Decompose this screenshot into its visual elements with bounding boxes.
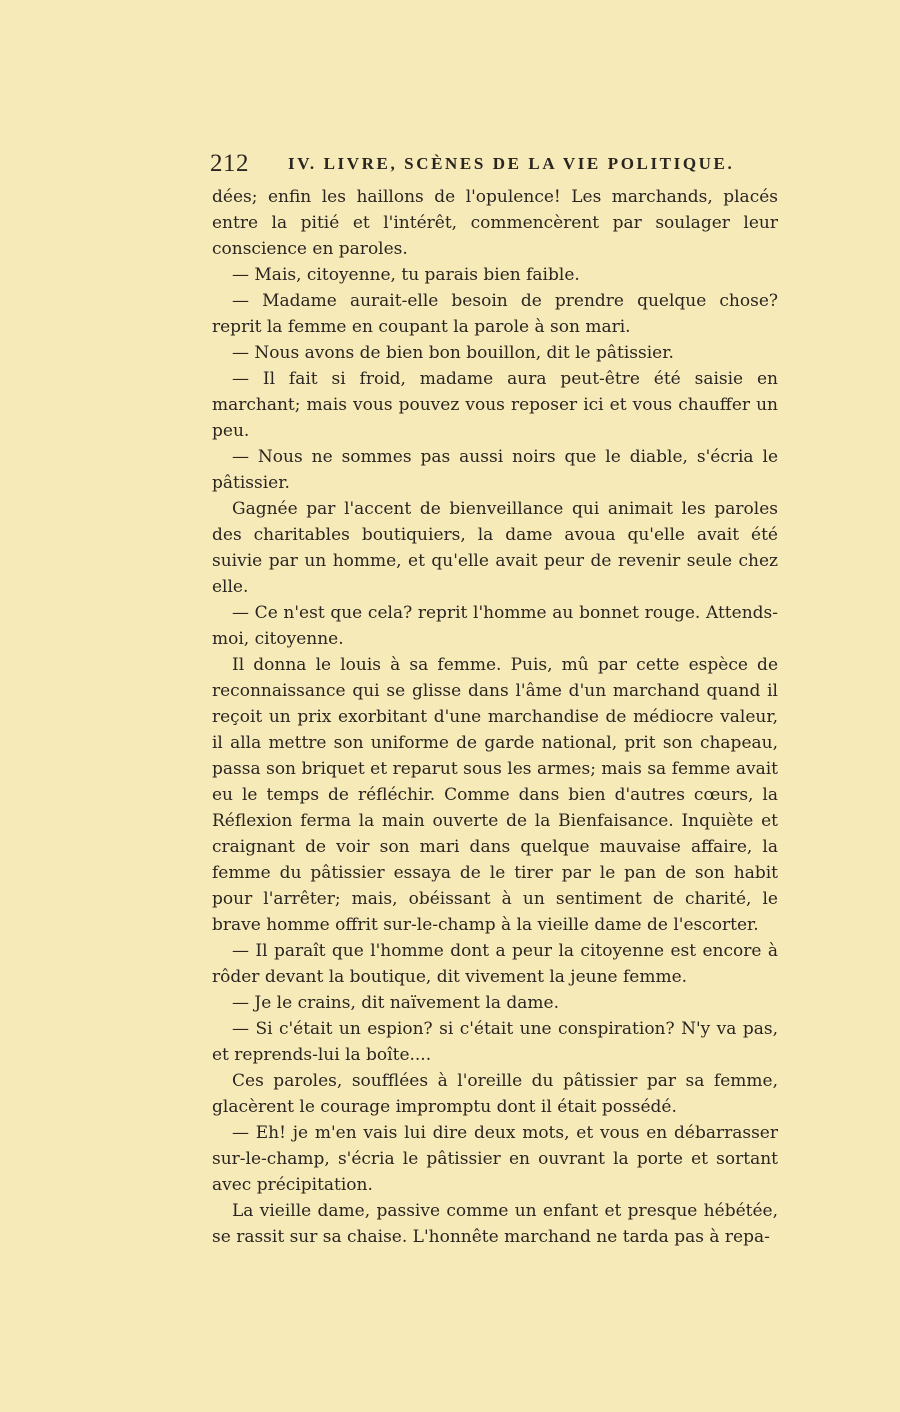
paragraph: — Nous ne sommes pas aussi noirs que le diable, s'écria le pâtissier. [212,447,778,493]
paragraph: — Si c'était un espion? si c'était une conspiration? N'y va pas, et reprends-lui la boîte.... [212,1019,778,1065]
paragraph: — Mais, citoyenne, tu parais bien faible. [232,265,580,285]
paragraph: — Eh! je m'en vais lui dire deux mots, et vous en débarrasser sur-le-champ, s'écria le pâtissier en ouvrant la porte et sortant avec précipitation. [212,1123,778,1195]
paragraph: La vieille dame, passive comme un enfant et presque hébétée, se rassit sur sa chaise. L'honnête marchand ne tarda pas à repa- [212,1201,778,1247]
paragraph: — Madame aurait-elle besoin de prendre quelque chose? reprit la femme en coupant la parole à son mari. [212,291,778,337]
paragraph: Il donna le louis à sa femme. Puis, mû par cette espèce de reconnaissance qui se glisse dans l'âme d'un marchand quand il reçoit un prix exorbitant d'une marchandise de médiocre valeur, il alla mettre son uniforme de garde national, prit son chapeau, passa son briquet et reparut sous les armes; mais sa femme avait eu le temps de réfléchir. Comme dans bien d'autres cœurs, la Réflexion ferma la main ouverte de la Bienfaisance. Inquiète et craignant de voir son mari dans quelque mauvaise affaire, la femme du pâtissier essaya de le tirer par le pan de son habit pour l'arrêter; mais, obéissant à un sentiment de charité, le brave homme offrit sur-le-champ à la vieille dame de l'escorter. [212,655,778,935]
page-number: 212 [210,150,249,177]
paragraph: dées; enfin les haillons de l'opulence! Les marchands, placés entre la pitié et l'intérêt, commencèrent par soulager leur conscience en paroles. [212,187,778,259]
paragraph: — Nous avons de bien bon bouillon, dit le pâtissier. [232,343,674,363]
paragraph: — Je le crains, dit naïvement la dame. [232,993,559,1013]
running-title: IV. LIVRE, SCÈNES DE LA VIE POLITIQUE. [288,154,735,173]
paragraph: — Il fait si froid, madame aura peut-être été saisie en marchant; mais vous pouvez vous reposer ici et vous chauffer un peu. [212,369,778,441]
paragraph: — Il paraît que l'homme dont a peur la citoyenne est encore à rôder devant la boutique, dit vivement la jeune femme. [212,941,778,987]
page-header [210,150,780,180]
paragraph: Gagnée par l'accent de bienveillance qui animait les paroles des charitables boutiquiers, la dame avoua qu'elle avait été suivie par un homme, et qu'elle avait peur de revenir seule chez elle. [212,499,778,597]
paragraph: — Ce n'est que cela? reprit l'homme au bonnet rouge. Attends-moi, citoyenne. [212,603,778,649]
body-text [212,184,778,1250]
paragraph: Ces paroles, soufflées à l'oreille du pâtissier par sa femme, glacèrent le courage impromptu dont il était possédé. [212,1071,778,1117]
